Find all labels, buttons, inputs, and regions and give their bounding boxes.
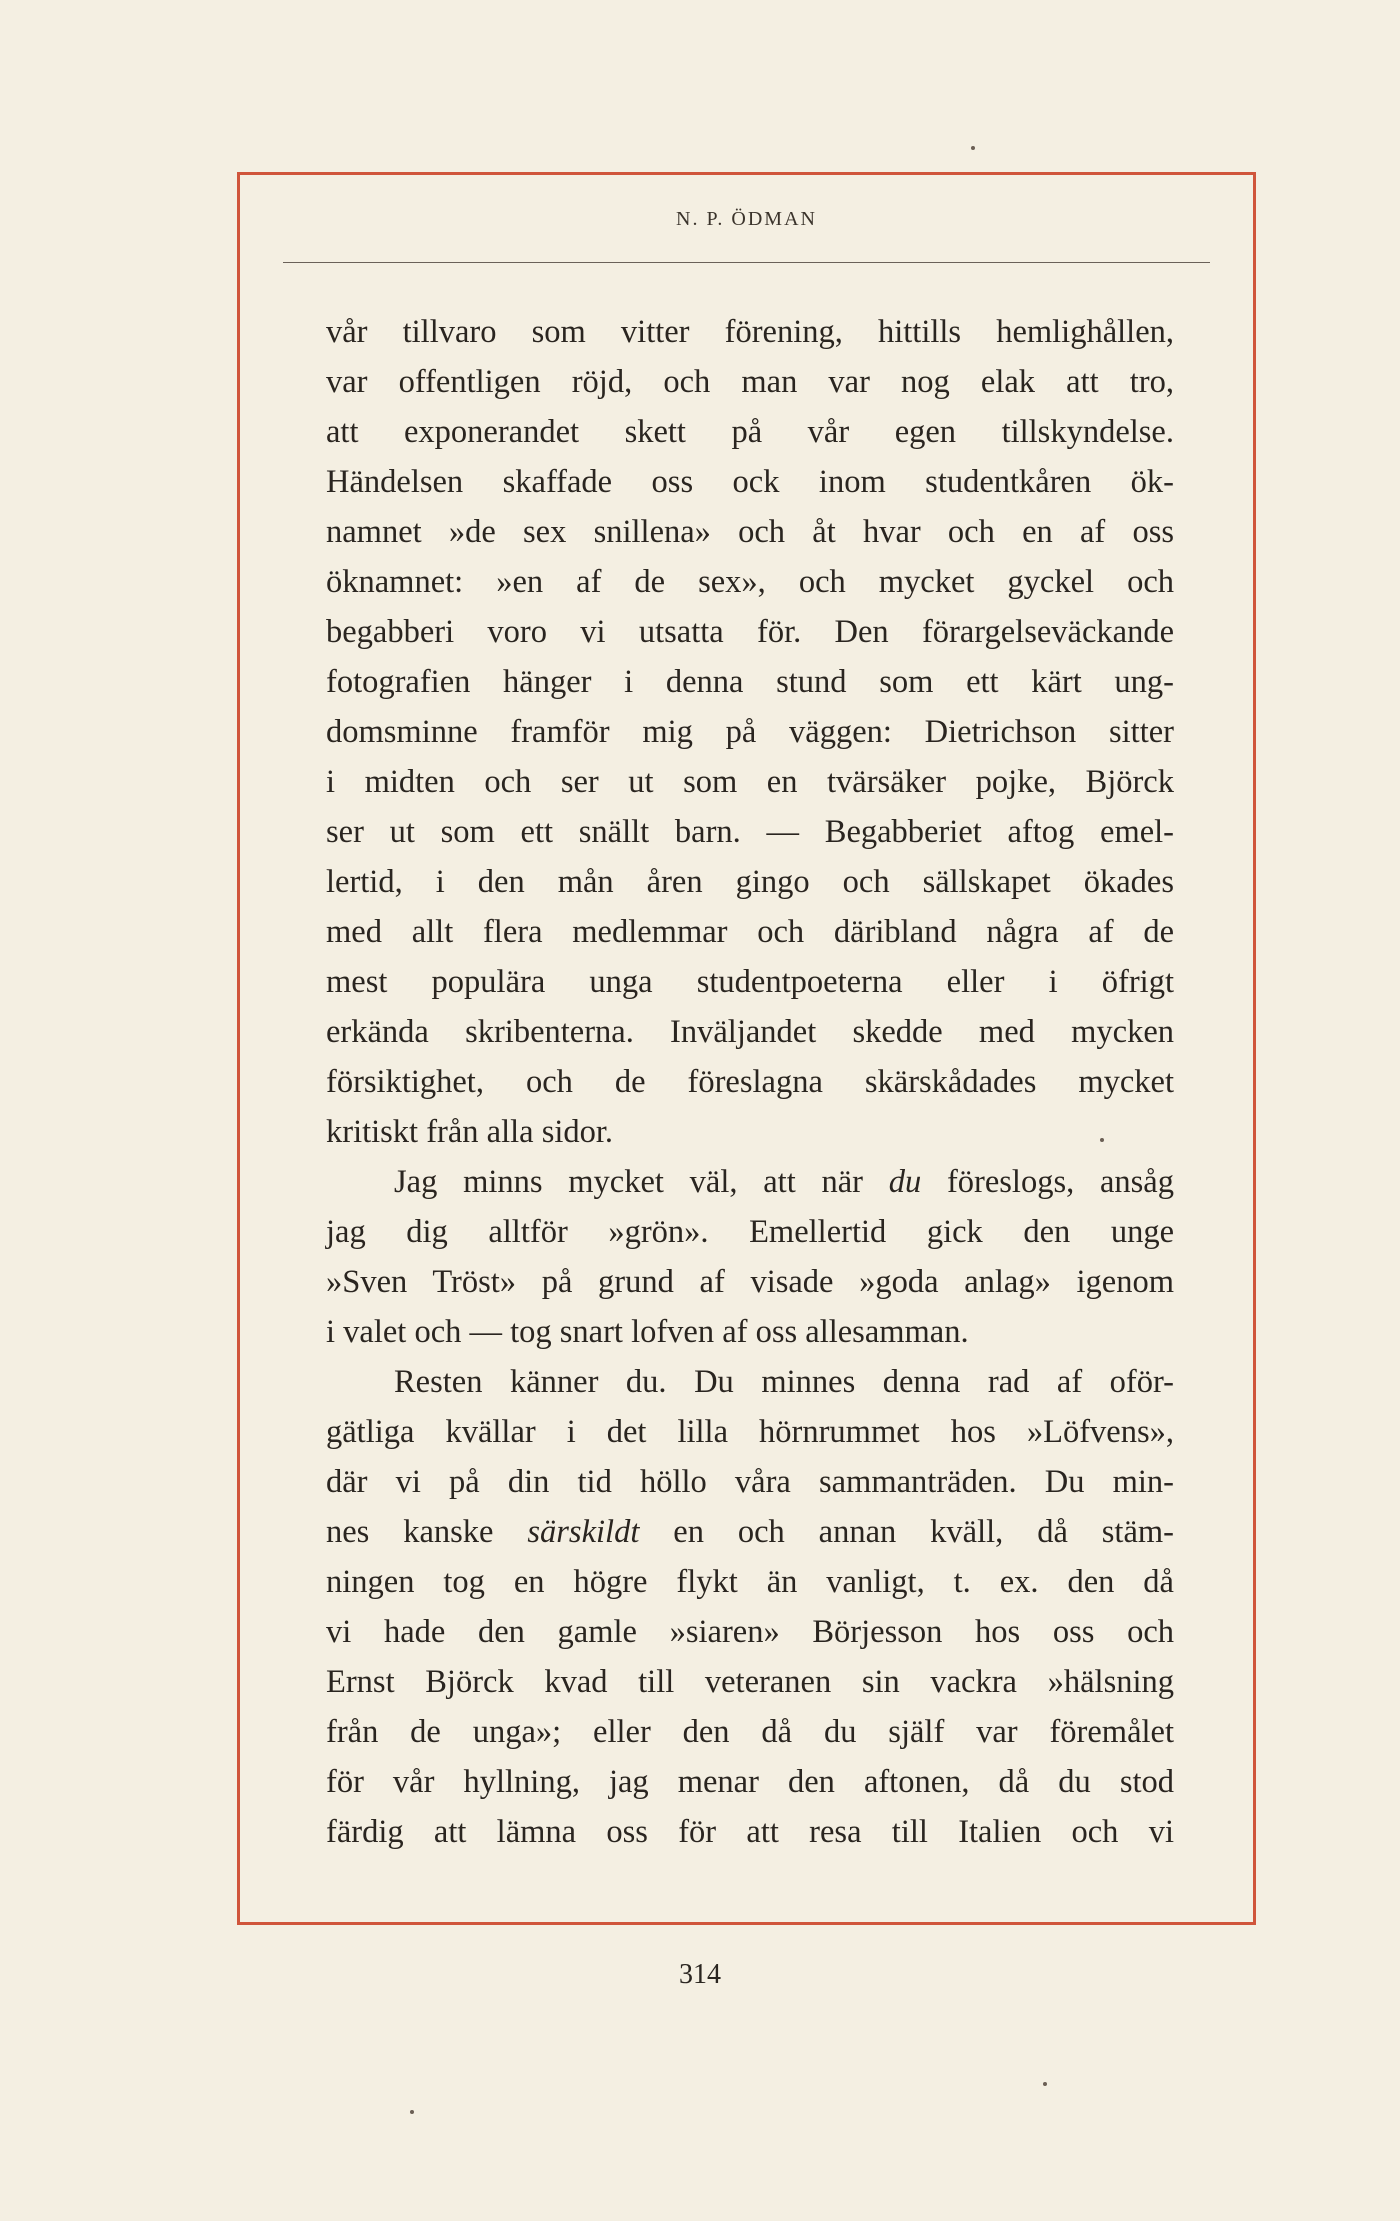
running-head: N. P. ÖDMAN bbox=[676, 208, 817, 230]
paper-speck bbox=[410, 2110, 414, 2114]
text-line: färdig att lämna oss för att resa till Italien och vi bbox=[326, 1814, 1174, 1850]
text-line: jag dig alltför »grön». Emellertid gick den unge bbox=[326, 1214, 1174, 1250]
text-line: vår tillvaro som vitter förening, hittills hemlighållen, bbox=[326, 314, 1174, 350]
text-line: med allt flera medlemmar och däribland några af de bbox=[326, 914, 1174, 950]
page-frame bbox=[237, 172, 1256, 1925]
header-rule bbox=[283, 262, 1210, 263]
text-line: ser ut som ett snällt barn. — Begabberiet aftog emel- bbox=[326, 814, 1174, 850]
text-line: mest populära unga studentpoeterna eller i öfrigt bbox=[326, 964, 1174, 1000]
text-line: ningen tog en högre flykt än vanligt, t. ex. den då bbox=[326, 1564, 1174, 1600]
text-run: nes kanske bbox=[326, 1514, 528, 1550]
text-line: Ernst Björck kvad till veteranen sin vackra »hälsning bbox=[326, 1664, 1174, 1700]
text-line: Händelsen skaffade oss ock inom studentkåren ök- bbox=[326, 464, 1174, 500]
paragraph-3 bbox=[326, 1357, 1174, 1857]
text-line: »Sven Tröst» på grund af visade »goda anlag» igenom bbox=[326, 1264, 1174, 1300]
text-line: att exponerandet skett på vår egen tillskyndelse. bbox=[326, 414, 1174, 450]
text-line: öknamnet: »en af de sex», och mycket gyckel och bbox=[326, 564, 1174, 600]
text-line: försiktighet, och de föreslagna skärskådades mycket bbox=[326, 1064, 1174, 1100]
page-number: 314 bbox=[679, 1959, 721, 1990]
italic-emphasis: särskildt bbox=[527, 1514, 640, 1550]
paragraph-2 bbox=[326, 1157, 1174, 1357]
text-run: föreslogs, ansåg bbox=[921, 1164, 1174, 1200]
text-line: Resten känner du. Du minnes denna rad af oför- bbox=[394, 1364, 1174, 1400]
paper-speck bbox=[1043, 2082, 1047, 2086]
text-line: från de unga»; eller den då du själf var föremålet bbox=[326, 1714, 1174, 1750]
text-line: lertid, i den mån åren gingo och sällskapet ökades bbox=[326, 864, 1174, 900]
text-run: Jag minns mycket väl, att när bbox=[394, 1164, 889, 1200]
text-line: fotografien hänger i denna stund som ett kärt ung- bbox=[326, 664, 1174, 700]
text-line: i valet och — tog snart lofven af oss allesamman. bbox=[326, 1314, 969, 1350]
text-line: i midten och ser ut som en tvärsäker pojke, Björck bbox=[326, 764, 1174, 800]
text-line: domsminne framför mig på väggen: Dietrichson sitter bbox=[326, 714, 1174, 750]
paragraph-1 bbox=[326, 307, 1174, 1157]
italic-emphasis: du bbox=[888, 1164, 922, 1200]
body-text bbox=[326, 307, 1174, 1857]
text-line bbox=[326, 1507, 1174, 1557]
paper-speck bbox=[1100, 1138, 1104, 1142]
text-line: vi hade den gamle »siaren» Börjesson hos oss och bbox=[326, 1614, 1174, 1650]
text-line: där vi på din tid höllo våra sammanträden. Du min- bbox=[326, 1464, 1174, 1500]
text-line: gätliga kvällar i det lilla hörnrummet hos »Löfvens», bbox=[326, 1414, 1174, 1450]
text-line: för vår hyllning, jag menar den aftonen, då du stod bbox=[326, 1764, 1174, 1800]
text-line bbox=[326, 1157, 1174, 1207]
text-line: begabberi voro vi utsatta för. Den förargelseväckande bbox=[326, 614, 1174, 650]
text-line: erkända skribenterna. Inväljandet skedde med mycken bbox=[326, 1014, 1174, 1050]
paper-speck bbox=[971, 146, 975, 150]
text-run: en och annan kväll, då stäm- bbox=[639, 1514, 1174, 1550]
text-line: namnet »de sex snillena» och åt hvar och en af oss bbox=[326, 514, 1174, 550]
text-line: var offentligen röjd, och man var nog elak att tro, bbox=[326, 364, 1174, 400]
text-line: kritiskt från alla sidor. bbox=[326, 1114, 614, 1150]
